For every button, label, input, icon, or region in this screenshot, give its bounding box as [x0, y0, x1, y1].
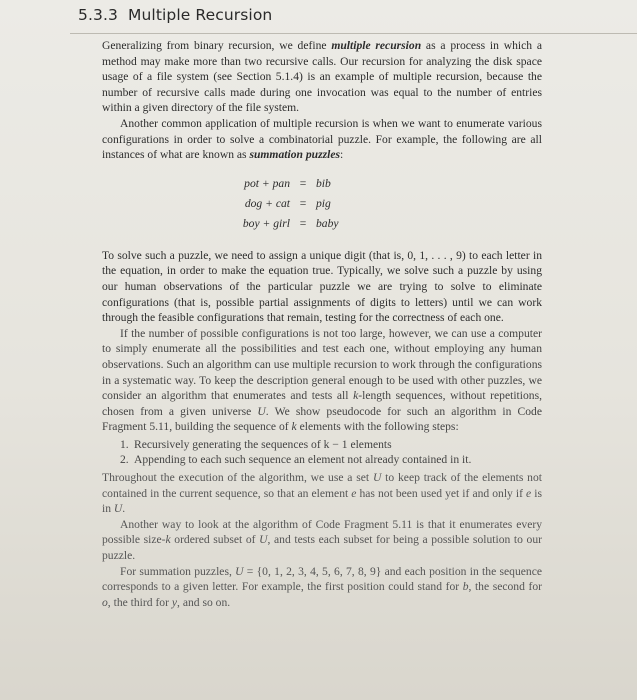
section-number: 5.3.3 [78, 6, 118, 24]
body-text [102, 38, 542, 610]
equals-sign: = [299, 216, 307, 230]
equation-row [102, 194, 542, 214]
equation-rhs: baby [316, 216, 339, 230]
paragraph-5: Throughout the execution of the algorithm, we use a set U to keep track of the elements not contained in the current sequence, so that an element e has not been used yet if and only if e is in U. [102, 471, 542, 516]
list-number: 2. [120, 453, 129, 467]
equation-lhs: boy + girl [242, 216, 290, 230]
paragraph-4: If the number of possible configurations is not too large, however, we can use a computer to simply enumerate all the possibilities and test each one, without employing any human observations. Such an algorithm can use multiple recursion to work through the configurations in a systematic way. To keep the description general enough to be used with other puzzles, we consider an algorithm that enumerates and tests all k-length sequences, without repetitions, chosen from a given universe U. We show pseudocode for such an algorithm in Code Fragment 5.11, building the sequence of k elements with the following steps: [102, 326, 542, 434]
paragraph-3: To solve such a puzzle, we need to assign a unique digit (that is, 0, 1, . . . , 9) to each letter in the equation, in order to make the equation true. Typically, we solve such a puzzle by using our human observations of the particular puzzle we are trying to solve to eliminate configurations (that is, possible partial assignments of digits to letters) until we can work through the feasible configurations that remain, testing for the correctness of each one. [102, 248, 542, 325]
equation-row [102, 214, 542, 234]
list-number: 1. [120, 437, 129, 451]
equals-sign: = [299, 196, 307, 210]
equation-lhs: dog + cat [244, 196, 290, 210]
equation-block [102, 174, 542, 234]
list-text: Appending to each such sequence an element not already contained in it. [134, 453, 472, 467]
list-item [120, 452, 542, 468]
paragraph-7: For summation puzzles, U = {0, 1, 2, 3, 4, 5, 6, 7, 8, 9} and each position in the sequence corresponds to a given letter. For example, the first position could stand for b, the second for o, the third for y, and so on. [102, 564, 542, 609]
list-text: Recursively generating the sequences of k − 1 elements [134, 437, 392, 451]
equation-row [102, 174, 542, 194]
section-title: Multiple Recursion [128, 6, 273, 24]
heading-rule [70, 33, 637, 34]
equation-lhs: pot + pan [244, 176, 290, 190]
list-item [120, 437, 542, 453]
section-heading [78, 6, 272, 24]
equation-rhs: bib [316, 176, 331, 190]
paragraph-6: Another way to look at the algorithm of Code Fragment 5.11 is that it enumerates every possible size-k ordered subset of U, and tests each subset for being a possible solution to our puzzle. [102, 517, 542, 563]
equals-sign: = [299, 176, 307, 190]
paragraph-2: Another common application of multiple recursion is when we want to enumerate various configurations in order to solve a combinatorial puzzle. For example, the following are all instances of what are known as summation puzzles: [102, 116, 542, 162]
paragraph-1: Generalizing from binary recursion, we define multiple recursion as a process in which a method may make more than two recursive calls. Our recursion for analyzing the disk space usage of a file system (see Section 5.1.4) is an example of multiple recursion, because the number of recursive calls made during one invocation was equal to the number of entries within a given directory of the file system. [102, 39, 542, 115]
equation-rhs: pig [316, 196, 331, 210]
steps-list [120, 437, 542, 468]
